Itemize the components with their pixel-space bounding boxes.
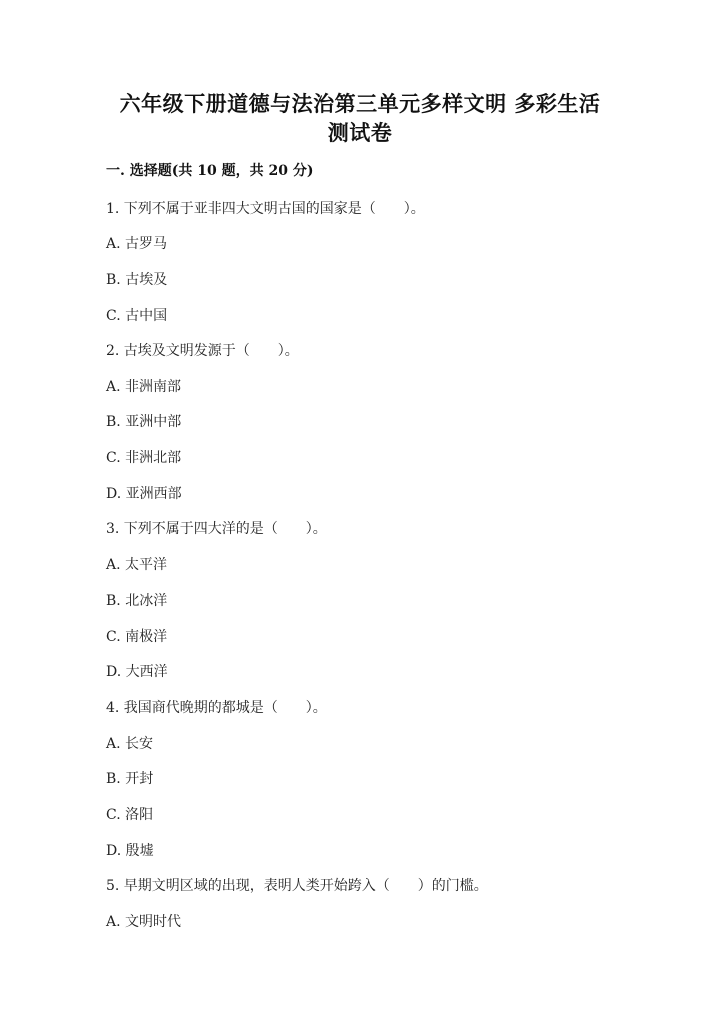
option-1a: A. 古罗马 bbox=[106, 236, 168, 252]
option-3a: A. 太平洋 bbox=[106, 557, 168, 573]
option-3b: B. 北冰洋 bbox=[106, 593, 168, 609]
option-2b: B. 亚洲中部 bbox=[106, 414, 182, 430]
section-heading: 一. 选择题(共 10 题，共 20 分) bbox=[106, 163, 314, 179]
option-2d: D. 亚洲西部 bbox=[106, 486, 182, 502]
question-2: 2. 古埃及文明发源于（ ）。 bbox=[106, 343, 299, 359]
option-4d: D. 殷墟 bbox=[106, 843, 154, 859]
option-2a: A. 非洲南部 bbox=[106, 379, 182, 395]
option-2c: C. 非洲北部 bbox=[106, 450, 182, 466]
option-4c: C. 洛阳 bbox=[106, 807, 154, 823]
option-1b: B. 古埃及 bbox=[106, 272, 168, 288]
option-4a: A. 长安 bbox=[106, 736, 154, 752]
option-1c: C. 古中国 bbox=[106, 308, 168, 324]
option-5a: A. 文明时代 bbox=[106, 914, 182, 930]
option-3c: C. 南极洋 bbox=[106, 629, 168, 645]
document-title-line-2: 测试卷 bbox=[327, 120, 393, 145]
question-3: 3. 下列不属于四大洋的是（ ）。 bbox=[106, 521, 327, 537]
option-3d: D. 大西洋 bbox=[106, 664, 168, 680]
question-4: 4. 我国商代晚期的都城是（ ）。 bbox=[106, 700, 327, 716]
question-5: 5. 早期文明区域的出现，表明人类开始跨入（ ）的门槛。 bbox=[106, 878, 488, 894]
question-1: 1. 下列不属于亚非四大文明古国的国家是（ ）。 bbox=[106, 201, 425, 217]
option-4b: B. 开封 bbox=[106, 771, 154, 787]
document-title-line-1: 六年级下册道德与法治第三单元多样文明 多彩生活 bbox=[119, 91, 601, 116]
